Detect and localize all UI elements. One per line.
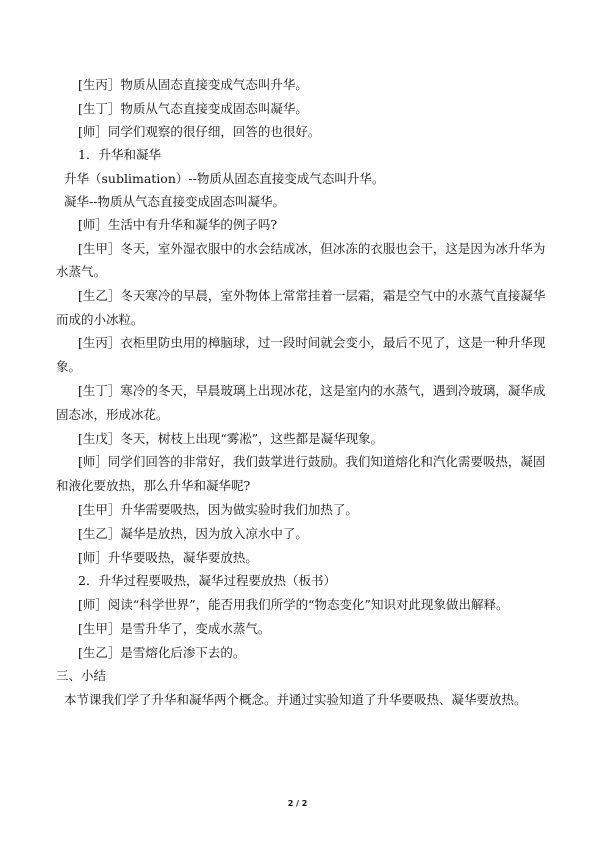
paragraph-line: 固态冰，形成冰花。 xyxy=(56,407,169,422)
section-heading: 2．升华过程要吸热，凝华过程要放热（板书） xyxy=(78,573,336,588)
paragraph-line: [生丙］物质从固态直接变成气态叫升华。 xyxy=(78,77,308,92)
paragraph-line: [生丁］寒冷的冬天，早晨玻璃上出现冰花，这是室内的水蒸气，遇到冷玻璃，凝华成 xyxy=(78,383,546,398)
paragraph-line: [生戊］冬天，树枝上出现“雾凇”，这些都是凝华现象。 xyxy=(78,431,384,446)
paragraph-line: 而成的小冰粒。 xyxy=(56,312,144,327)
paragraph-line: [生丁］物质从气态直接变成固态叫凝华。 xyxy=(78,101,308,116)
paragraph-line: [师］升华要吸热，凝华要放热。 xyxy=(78,550,258,565)
section-heading: 1．升华和凝华 xyxy=(78,147,161,162)
paragraph-line: [生乙］冬天寒冷的早晨，室外物体上常常挂着一层霜，霜是空气中的水蒸气直接凝华 xyxy=(78,288,546,303)
paragraph-line: [师］同学们回答的非常好，我们鼓掌进行鼓励。我们知道熔化和汽化需要吸热，凝固 xyxy=(78,454,546,469)
paragraph-line: 凝华--物质从气态直接变成固态叫凝华。 xyxy=(64,194,285,209)
paragraph-line: [生甲］升华需要吸热，因为做实验时我们加热了。 xyxy=(78,502,358,517)
paragraph-line: 象。 xyxy=(56,359,82,374)
paragraph-line: 升华（sublimation）--物质从固态直接变成气态叫升华。 xyxy=(64,171,385,186)
paragraph-line: 水蒸气。 xyxy=(56,264,107,279)
paragraph-line: [师］生活中有升华和凝华的例子吗? xyxy=(78,217,278,232)
section-heading: 三、小结 xyxy=(56,668,107,683)
paragraph-line: 和液化要放热，那么升华和凝华呢? xyxy=(56,478,251,493)
paragraph-line: [生丙］衣柜里防虫用的樟脑球，过一段时间就会变小，最后不见了，这是一种升华现 xyxy=(78,335,546,350)
paragraph-line: [师］阅读“科学世界”，能否用我们所学的“物态变化”知识对此现象做出解释。 xyxy=(78,597,509,612)
paragraph-line: [生甲］是雪升华了，变成水蒸气。 xyxy=(78,621,271,636)
paragraph-line: [师］同学们观察的很仔细，回答的也很好。 xyxy=(78,124,321,139)
paragraph-line: 本节课我们学了升华和凝华两个概念。并通过实验知道了升华要吸热、凝华要放热。 xyxy=(64,692,527,707)
paragraph-line: [生乙］凝华是放热，因为放入凉水中了。 xyxy=(78,526,308,541)
page-number: 2 / 2 xyxy=(287,799,308,808)
paragraph-line: [生乙］是雪熔化后渗下去的。 xyxy=(78,645,246,660)
paragraph-line: [生甲］冬天，室外湿衣服中的水会结成冰，但冰冻的衣服也会干，这是因为冰升华为 xyxy=(78,241,546,256)
